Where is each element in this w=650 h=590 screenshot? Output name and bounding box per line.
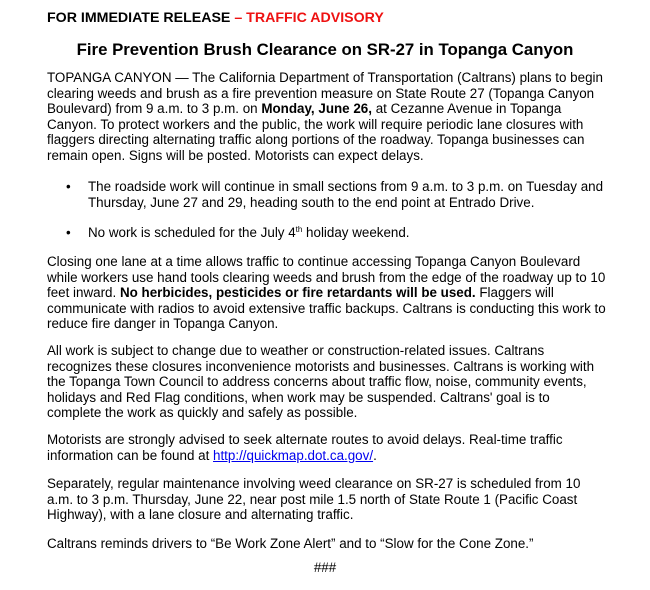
lane-text-end: Flaggers will communicate with radios to avoid extensive traffic backups. Caltrans is conducting this work to reduce fire danger in Topanga Canyon. [47,285,606,332]
ordinal-suffix: th [295,225,303,234]
maintenance-paragraph: Separately, regular maintenance involving weed clearance on SR-27 is scheduled from 10 a.m. to 3 p.m. Thursday, June 22, near post mile 1.5 north of State Route 1 (Pacific Coast Highway), with a lane closure and alternating traffic. [47,476,581,523]
alternate-routes-paragraph [47,432,607,463]
bullet-text: The roadside work will continue in small sections from 9 a.m. to 3 p.m. on Tuesday and Thursday, June 27 and 29, heading south to the end point at Entrado Drive. [88,179,604,210]
end-mark: ### [313,560,337,575]
intro-text-start: TOPANGA CANYON — The California Department of Transportation (Caltrans) plans to begin clearing weeds and brush as a fire prevention measure on State Route 27 (Topanga Canyon Boulevard) from 9 a.m. to 3 p.m. on [47,70,603,117]
advisory-label: TRAFFIC ADVISORY [246,10,384,26]
bullet-icon: • [66,225,71,240]
bullet-text-end: holiday weekend. [302,225,410,240]
intro-date: Monday, June 26, [261,101,372,117]
schedule-change-paragraph: All work is subject to change due to weather or construction-related issues. Caltrans recognizes these closures inconvenience motorists and businesses. Caltrans is working with the Topanga Town Council to address concerns about traffic flow, noise, community events, holidays and Red Flag conditions, when work may be suspended. Caltrans' goal is to complete the work as quickly and safely as possible. [47,343,595,421]
safety-reminder-paragraph: Caltrans reminds drivers to “Be Work Zone Alert” and to “Slow for the Cone Zone.” [47,536,534,551]
routes-text: Motorists are strongly advised to seek alternate routes to avoid delays. Real-time traffic information can be found at [47,432,563,463]
routes-text-end: . [373,447,377,463]
bullet-icon: • [66,179,71,194]
header-dash: – [230,10,247,26]
no-chemicals-notice: No herbicides, pesticides or fire retardants will be used. [119,285,476,301]
bullet-text [88,225,610,241]
lane-closure-paragraph [47,254,607,332]
lane-text-start: Closing one lane at a time allows traffic to continue accessing Topanga Canyon Boulevard while workers use hand tools clearing weeds and brush from the edge of the roadway up to 10 feet inward. [47,254,606,301]
document-title: Fire Prevention Brush Clearance on SR-27 in Topanga Canyon [76,40,574,59]
quickmap-link[interactable]: http://quickmap.dot.ca.gov/ [213,447,374,463]
intro-text-end: at Cezanne Avenue in Topanga Canyon. To protect workers and the public, the work will require periodic lane closures with flaggers directing alternating traffic along portions of the roadway. Topanga businesses can remain open. Signs will be posted. Motorists can expect delays. [47,101,585,163]
release-header [47,9,384,27]
intro-paragraph [47,70,607,164]
release-label: FOR IMMEDIATE RELEASE [47,10,231,26]
bullet-text-start: No work is scheduled for the July 4 [88,225,296,240]
